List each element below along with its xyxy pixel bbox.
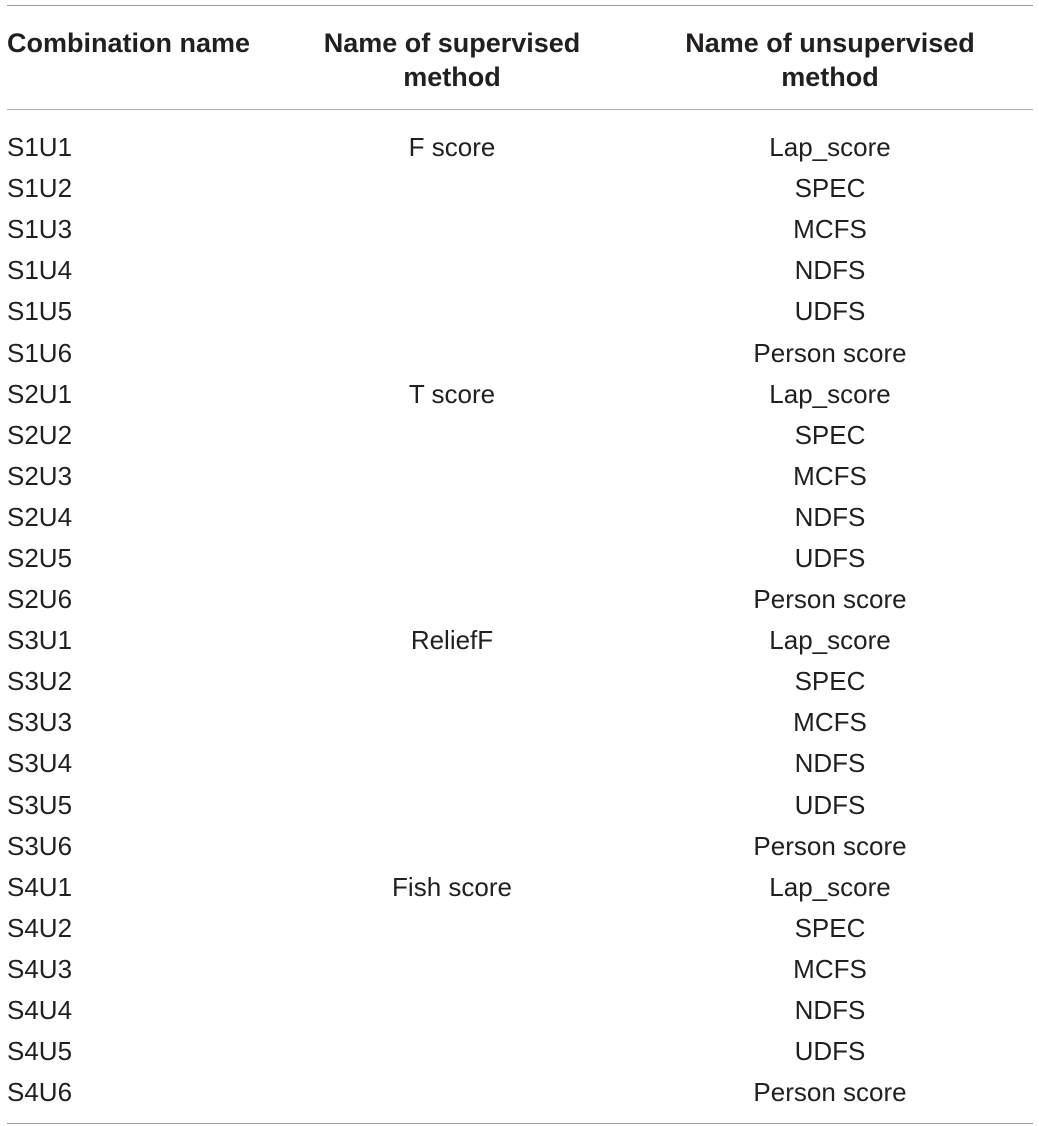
table-row <box>7 538 1033 579</box>
combination-cell: S1U4 <box>7 255 73 286</box>
unsupervised-cell: Person score <box>753 337 907 368</box>
unsupervised-cell: Lap_score <box>769 132 891 163</box>
combination-cell: S2U2 <box>7 419 73 450</box>
combination-cell: S4U3 <box>7 953 73 984</box>
unsupervised-cell: UDFS <box>794 542 866 573</box>
combination-cell: S4U1 <box>7 871 73 902</box>
unsupervised-cell: Person score <box>753 830 907 861</box>
combination-cell: S3U2 <box>7 666 73 697</box>
combination-cell: S1U6 <box>7 337 73 368</box>
supervised-cell: T score <box>408 378 496 409</box>
table-row <box>7 291 1033 332</box>
unsupervised-cell: MCFS <box>793 460 867 491</box>
table-row <box>7 374 1033 415</box>
unsupervised-cell: SPEC <box>794 173 866 204</box>
table-row <box>7 456 1033 497</box>
table-row <box>7 250 1033 291</box>
table-row <box>7 826 1033 867</box>
unsupervised-cell: MCFS <box>793 953 867 984</box>
combination-cell: S4U4 <box>7 995 73 1026</box>
combination-cell: S4U5 <box>7 1036 73 1067</box>
unsupervised-cell: MCFS <box>793 214 867 245</box>
supervised-cell: ReliefF <box>410 625 494 656</box>
table-row <box>7 415 1033 456</box>
table-row <box>7 990 1033 1031</box>
unsupervised-cell: NDFS <box>794 995 866 1026</box>
header-unsupervised-method <box>627 6 1033 94</box>
combination-cell: S2U4 <box>7 501 73 532</box>
unsupervised-cell: Lap_score <box>769 625 891 656</box>
combination-cell: S3U4 <box>7 748 73 779</box>
unsupervised-cell: UDFS <box>794 789 866 820</box>
table-row <box>7 949 1033 990</box>
table-row <box>7 1072 1033 1113</box>
unsupervised-cell: SPEC <box>794 666 866 697</box>
combination-cell: S2U5 <box>7 542 73 573</box>
table-header <box>7 6 1033 109</box>
unsupervised-cell: NDFS <box>794 255 866 286</box>
combination-cell: S3U3 <box>7 707 73 738</box>
unsupervised-cell: NDFS <box>794 501 866 532</box>
table-row <box>7 743 1033 784</box>
combination-cell: S2U3 <box>7 460 73 491</box>
table-row <box>7 661 1033 702</box>
combination-cell: S4U6 <box>7 1077 73 1108</box>
combination-cell: S2U6 <box>7 584 73 615</box>
table-row <box>7 168 1033 209</box>
combination-cell: S3U6 <box>7 830 73 861</box>
unsupervised-cell: Lap_score <box>769 378 891 409</box>
combination-cell: S3U1 <box>7 625 73 656</box>
unsupervised-cell: Lap_score <box>769 871 891 902</box>
unsupervised-cell: Person score <box>753 584 907 615</box>
header-supervised-line2: method <box>403 62 501 92</box>
combination-cell: S3U5 <box>7 789 73 820</box>
header-unsupervised-line2: method <box>781 62 879 92</box>
table-row <box>7 497 1033 538</box>
header-combination-label: Combination name <box>7 28 251 58</box>
unsupervised-cell: UDFS <box>794 296 866 327</box>
header-unsupervised-line1: Name of unsupervised <box>685 28 975 58</box>
table-row <box>7 579 1033 620</box>
combination-cell: S1U5 <box>7 296 73 327</box>
header-supervised-method <box>277 6 627 94</box>
table-body <box>7 110 1033 1123</box>
unsupervised-cell: SPEC <box>794 419 866 450</box>
table-row <box>7 1031 1033 1072</box>
supervised-cell: Fish score <box>392 871 512 902</box>
header-supervised-line1: Name of supervised <box>323 28 581 58</box>
table-row <box>7 702 1033 743</box>
combination-cell: S2U1 <box>7 378 73 409</box>
combination-cell: S1U3 <box>7 214 73 245</box>
supervised-cell: F score <box>408 132 496 163</box>
unsupervised-cell: UDFS <box>794 1036 866 1067</box>
table-row <box>7 332 1033 373</box>
table-row <box>7 620 1033 661</box>
combination-cell: S4U2 <box>7 912 73 943</box>
combination-cell: S1U1 <box>7 132 73 163</box>
combination-table <box>7 0 1033 1124</box>
table-row <box>7 209 1033 250</box>
table-row <box>7 867 1033 908</box>
unsupervised-cell: MCFS <box>793 707 867 738</box>
combination-cell: S1U2 <box>7 173 73 204</box>
header-combination-name <box>7 6 277 60</box>
unsupervised-cell: Person score <box>753 1077 907 1108</box>
table-bottom-rule <box>7 1123 1033 1124</box>
table-row <box>7 785 1033 826</box>
table-row <box>7 127 1033 168</box>
unsupervised-cell: NDFS <box>794 748 866 779</box>
table-row <box>7 908 1033 949</box>
unsupervised-cell: SPEC <box>794 912 866 943</box>
